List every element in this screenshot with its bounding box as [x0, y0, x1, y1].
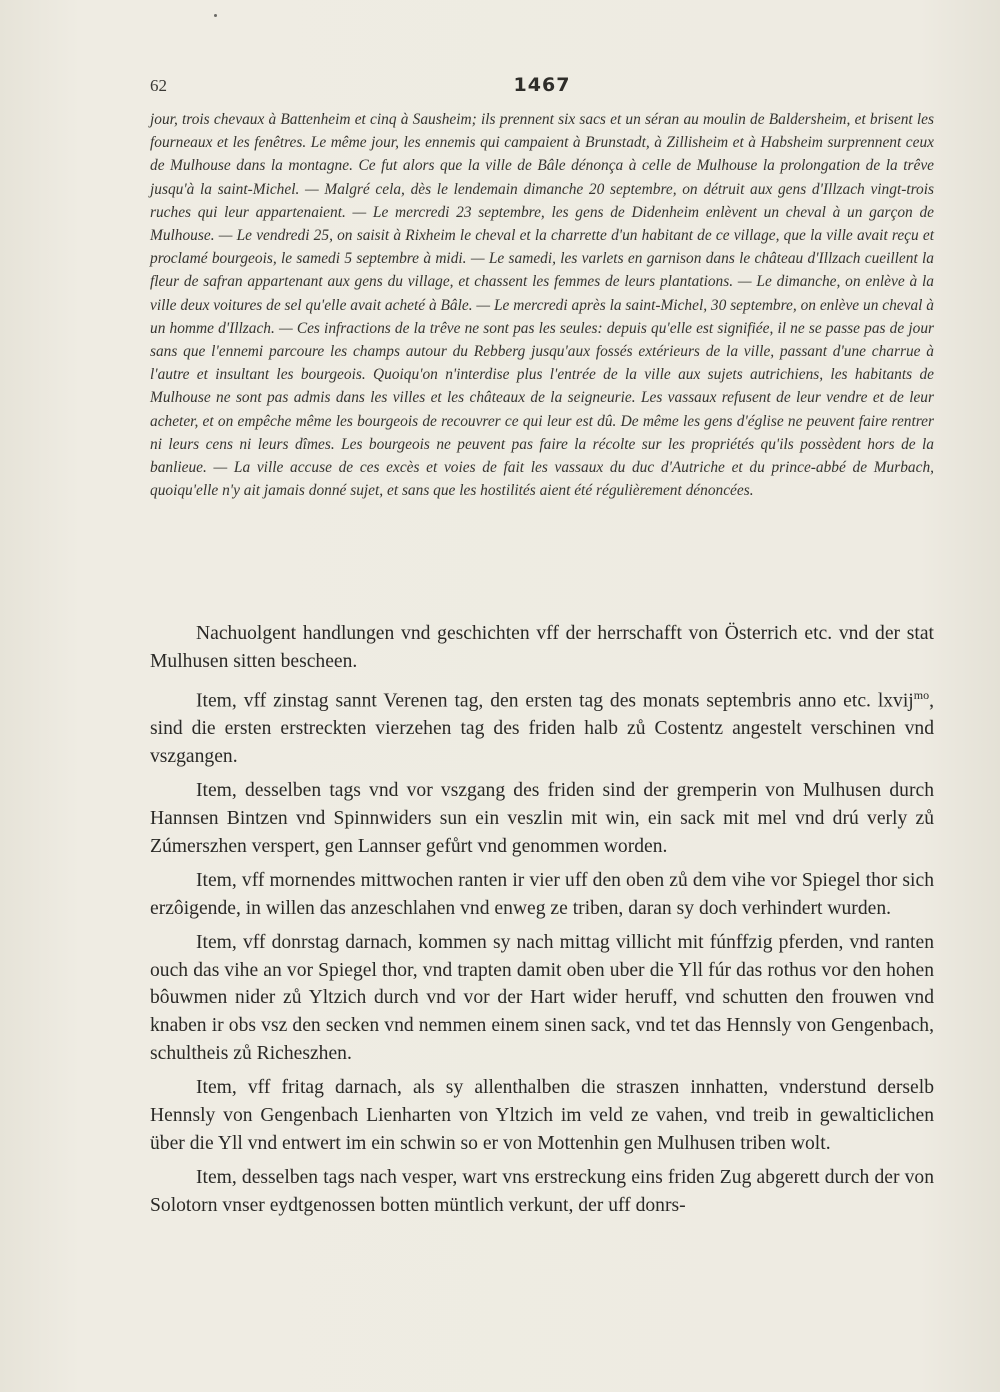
- source-paragraph-5: Item, vff fritag darnach, als sy allenthalben die straszen innhatten, vnderstund derselb Hennsly von Gengenbach Lienharten von Yltzich im veld ze vahen, vnd treib in gewalticlichen über die Yll vnd entwert im ein schwin so er von Mottenhin gen Mulhusen triben wolt.: [150, 1077, 934, 1154]
- source-paragraph-3: Item, vff mornendes mittwochen ranten ir vier uff den oben zů dem vihe vor Spiegel thor sich erzôigende, in willen das anzeschlahen vnd enweg ze triben, daran sy doch verhindert wurden.: [150, 869, 934, 919]
- source-paragraph-1-end: , sind die ersten erstreckten vierzehen tag des friden halb zů Costentz angestelt verschinen vnd vszgangen.: [150, 690, 934, 768]
- page-number: 62: [150, 76, 167, 95]
- paper-speck: [214, 14, 217, 17]
- running-header: [150, 76, 934, 100]
- source-paragraph-1-start: Item, vff zinstag sannt Verenen tag, den ersten tag des monats septembris anno etc. lxvij: [196, 690, 914, 712]
- source-paragraph-2: Item, desselben tags vnd vor vszgang des friden sind der gremperin von Mulhusen durch Hannsen Bintzen vnd Spinnwiders sun ein veszlin mit win, ein sack mit mel vnd drú verly zů Zúmerszhen verspert, gen Lannser gefůrt vnd genommen worden.: [150, 780, 934, 857]
- source-text: [150, 620, 934, 1226]
- source-paragraph-4: Item, vff donrstag darnach, kommen sy nach mittag villicht mit fúnffzig pferden, vnd ranten ouch das vihe an vor Spiegel thor, vnd trapten damit oben uber die Yll fúr das rothus vor den hohen bôuwmen nider zů Yltzich durch vnd vor der Hart wider heruff, vnd schutten den frouwen vnd knaben ir obs vsz den secken vnd nemmen einem sinen sack, vnd tet das Hennsly von Gengenbach, schultheis zů Richeszhen.: [150, 931, 934, 1065]
- year-heading: 1467: [513, 74, 571, 96]
- source-heading: Nachuolgent handlungen vnd geschichten vff der herrschafft von Österrich etc. vnd der stat Mulhusen sitten bescheen.: [150, 623, 934, 672]
- ordinal-superscript: mo: [913, 687, 930, 702]
- source-paragraph-1: [150, 682, 934, 771]
- source-paragraph-6: Item, desselben tags nach vesper, wart vns erstreckung eins friden Zug abgerett durch der von Solotorn vnser eydtgenossen botten müntlich verkunt, der uff donrs-: [150, 1166, 934, 1216]
- french-summary-paragraph: jour, trois chevaux à Battenheim et cinq à Sausheim; ils prennent six sacs et un séran au moulin de Baldersheim, et brisent les fourneaux et les fenêtres. Le même jour, les ennemis qui campaient à Brunstadt, à Zillisheim et à Habsheim surprennent ceux de Mulhouse dans la montagne. Ce fut alors que la ville de Bâle dénonça à celle de Mulhouse la prolongation de la trêve jusqu'à la saint-Michel. — Malgré cela, dès le lendemain dimanche 20 septembre, on détruit aux gens d'Illzach vingt-trois ruches qui leur appartenaient. — Le mercredi 23 septembre, les gens de Didenheim enlèvent un cheval à un garçon de Mulhouse. — Le vendredi 25, on saisit à Rixheim le cheval et la charrette d'un habitant de ce village, que la ville avait reçu et proclamé bourgeois, le samedi 5 septembre à midi. — Le samedi, les varlets en garnison dans le château d'Illzach cueillent la fleur de safran appartenant aux gens du village, et chassent les femmes de leurs plantations. — Le dimanche, on enlève à la ville deux voitures de sel qu'elle avait acheté à Bâle. — Le mercredi après la saint-Michel, 30 septembre, on enlève un cheval à un homme d'Illzach. — Ces infractions de la trêve ne sont pas les seules: depuis qu'elle est signifiée, il ne se passe pas de jour sans que l'ennemi parcoure les champs autour du Rebberg jusqu'aux fossés extérieurs de la ville, passant d'une charrue à l'autre et insultant les bourgeois. Quoiqu'on n'interdise plus l'entrée de la ville aux sujets autrichiens, les habitants de Mulhouse ne sont pas admis dans les villes et les châteaux de la seigneurie. Les vassaux refusent de leur vendre et de leur acheter, et on empêche même les bourgeois de recouvrer ce qui leur est dû. De même les gens d'église ne peuvent faire rentrer ni leurs cens ni leurs dîmes. Les bourgeois ne peuvent pas faire la récolte sur les propriétés qu'ils possèdent hors de la banlieue. — La ville accuse de ces excès et voies de fait les vassaux du duc d'Autriche et du prince-abbé de Murbach, quoiqu'elle n'y ait jamais donné sujet, et sans que les hostilités aient été régulièrement dénoncées.: [150, 111, 934, 500]
